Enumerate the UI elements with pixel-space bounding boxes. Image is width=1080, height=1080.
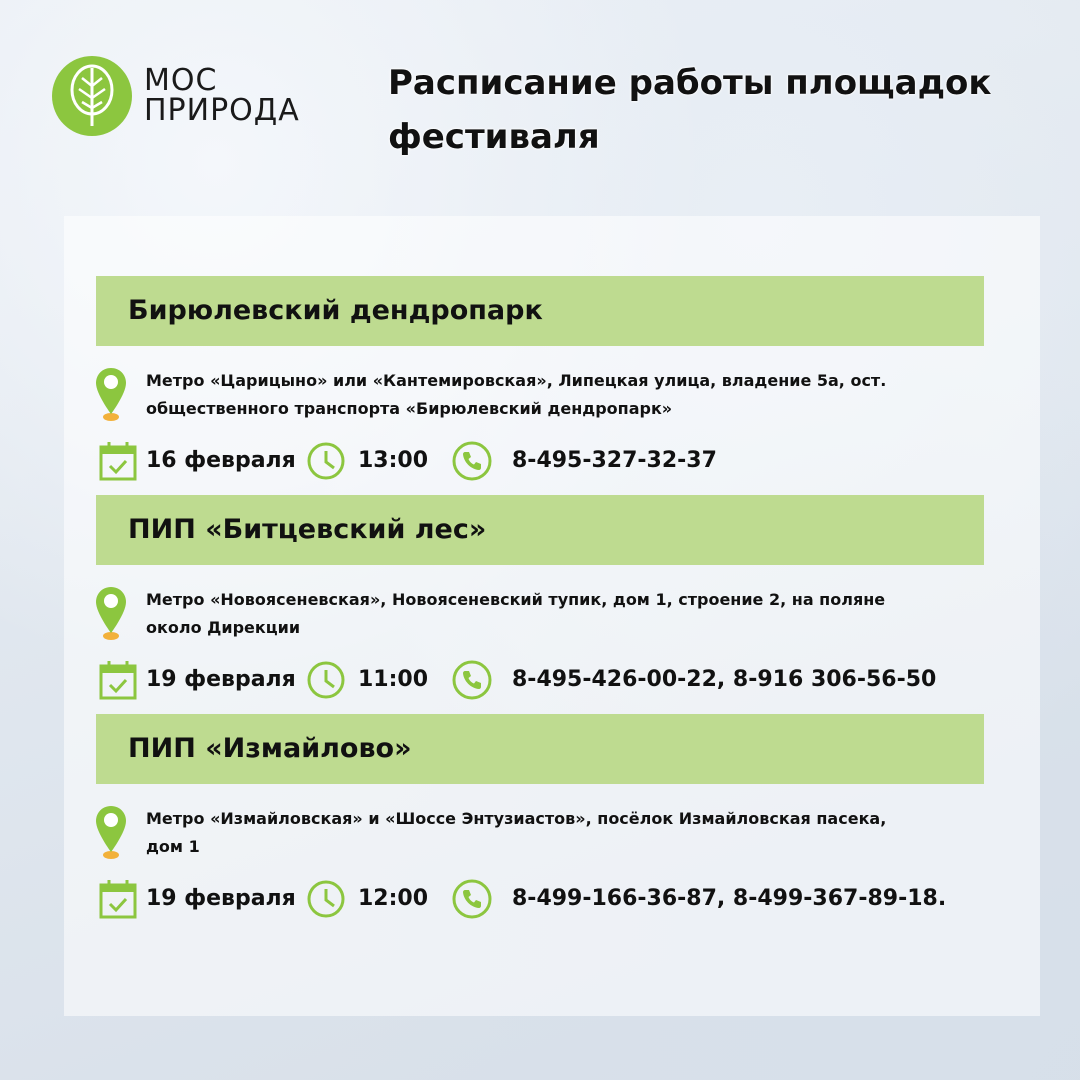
tree-logo-icon bbox=[52, 56, 132, 136]
event-time: 13:00 bbox=[358, 448, 429, 473]
calendar-icon bbox=[98, 879, 138, 919]
contact-phone: 8-499-166-36-87, 8-499-367-89-18. bbox=[512, 886, 947, 911]
clock-icon bbox=[306, 879, 346, 919]
venue-name: ПИП «Измайлово» bbox=[128, 733, 412, 764]
venue-header bbox=[96, 495, 984, 565]
map-pin-icon bbox=[94, 366, 128, 422]
venue-address bbox=[146, 367, 946, 423]
logo-line-2: ПРИРОДА bbox=[144, 93, 300, 128]
venue-address bbox=[146, 586, 946, 642]
phone-icon bbox=[452, 441, 492, 481]
phone-icon bbox=[452, 660, 492, 700]
event-date: 19 февраля bbox=[146, 667, 296, 692]
event-date: 16 февраля bbox=[146, 448, 296, 473]
address-line-1: Метро «Новоясеневская», Новоясеневский тупик, дом 1, строение 2, на поляне bbox=[146, 590, 886, 609]
page-title bbox=[388, 56, 1028, 164]
address-line-1: Метро «Царицыно» или «Кантемировская», Липецкая улица, владение 5а, ост. bbox=[146, 371, 887, 390]
address-line-2: дом 1 bbox=[146, 837, 200, 856]
venue-header bbox=[96, 714, 984, 784]
address-line-2: общественного транспорта «Бирюлевский дендропарк» bbox=[146, 399, 673, 418]
event-time: 12:00 bbox=[358, 886, 429, 911]
venue-name: Бирюлевский дендропарк bbox=[128, 295, 543, 326]
page-title-line-2: фестиваля bbox=[388, 117, 600, 157]
contact-phone: 8-495-426-00-22, 8-916 306-56-50 bbox=[512, 667, 937, 692]
calendar-icon bbox=[98, 441, 138, 481]
address-line-2: около Дирекции bbox=[146, 618, 301, 637]
page-title-line-1: Расписание работы площадок bbox=[388, 63, 992, 103]
calendar-icon bbox=[98, 660, 138, 700]
map-pin-icon bbox=[94, 585, 128, 641]
address-line-1: Метро «Измайловская» и «Шоссе Энтузиастов», посёлок Измайловская пасека, bbox=[146, 809, 887, 828]
contact-phone: 8-495-327-32-37 bbox=[512, 448, 717, 473]
clock-icon bbox=[306, 441, 346, 481]
venue-name: ПИП «Битцевский лес» bbox=[128, 514, 487, 545]
map-pin-icon bbox=[94, 804, 128, 860]
event-date: 19 февраля bbox=[146, 886, 296, 911]
logo-wordmark bbox=[144, 63, 300, 128]
venue-address bbox=[146, 805, 946, 861]
logo-line-1: МОС bbox=[144, 63, 218, 98]
event-time: 11:00 bbox=[358, 667, 429, 692]
venue-header bbox=[96, 276, 984, 346]
mospriroda-logo bbox=[52, 56, 332, 146]
clock-icon bbox=[306, 660, 346, 700]
phone-icon bbox=[452, 879, 492, 919]
